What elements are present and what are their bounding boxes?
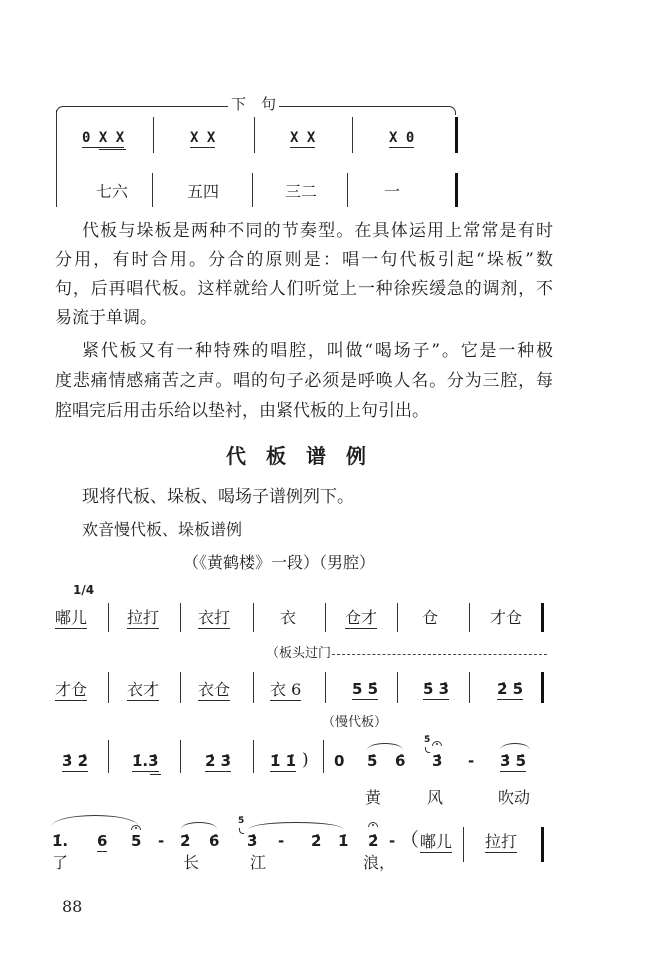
measure: 衣 6 [270, 680, 302, 699]
fermata-icon [368, 822, 378, 827]
measure: 3̇ 2̇ [62, 752, 89, 770]
note: 3̇ [432, 752, 443, 770]
rhythm-pattern-cell: 0 X X [82, 130, 125, 146]
measure: 拉打 [127, 608, 160, 627]
barline [469, 603, 470, 632]
final-barline [455, 117, 458, 153]
lyric: 了 [52, 853, 69, 872]
measure: 2̇ 5̇ [497, 680, 524, 698]
lyric: 浪， [363, 853, 396, 872]
measure: 才仓 [55, 680, 88, 699]
dash-extension: - [468, 752, 475, 770]
measure: 衣 [280, 608, 297, 627]
barline [325, 672, 326, 703]
rhythm-pattern-cell: X X [290, 130, 316, 146]
count-cell: 一 [384, 182, 401, 201]
measure: 仓才 [345, 608, 378, 627]
measure: 嘟儿 [420, 832, 453, 851]
measure: 衣打 [198, 608, 231, 627]
note: 6̇ [209, 832, 220, 850]
barline [541, 827, 544, 862]
close-paren: ) [302, 750, 309, 770]
count-cell: 七六 [96, 182, 129, 201]
note: 1̇ [338, 832, 349, 850]
note: 2̇ [180, 832, 191, 850]
grace-hook-icon [425, 747, 430, 753]
barline [323, 740, 324, 773]
note: 3̇ [247, 832, 258, 850]
text-line: 度悲痛情感痛苦之声。唱的句子必须是呼唤人名。分为三腔，每 [55, 371, 553, 391]
slur [249, 822, 343, 829]
barline [253, 603, 254, 632]
dash-extension: - [278, 832, 285, 850]
measure: 2̇ 3̇ [205, 752, 232, 770]
barline [180, 603, 181, 632]
barline [397, 603, 398, 632]
lyric: 风 [427, 788, 444, 807]
double-underline [150, 774, 161, 775]
note: 5 [131, 832, 142, 850]
measure: 5 5̇ [352, 680, 379, 698]
barline [180, 740, 181, 773]
barline [252, 173, 253, 207]
measure: 仓 [422, 608, 439, 627]
barline [153, 117, 154, 153]
table-left-border [56, 110, 57, 207]
page-number: 88 [62, 897, 83, 916]
measure: 5̇ 3̇ [423, 680, 450, 698]
barline [469, 672, 470, 703]
lyric: 长 [183, 853, 200, 872]
final-barline [455, 173, 458, 207]
text-line: 句，后再唱代板。这样就给人们听觉上一种徐疾缓急的调剂，不 [55, 279, 553, 299]
text-line: 代板与垛板是两种不同的节奏型。在具体运用上常常是有时 [82, 221, 553, 241]
open-paren: （ [400, 829, 420, 851]
note: 2̇ [368, 832, 379, 850]
measure: 拉打 [485, 832, 518, 851]
barline [541, 672, 544, 703]
barline [108, 672, 109, 703]
fermata-icon [131, 825, 141, 830]
note: 1̇. [52, 832, 69, 850]
lyric: 黄 [365, 788, 382, 807]
text-line: 易流于单调。 [55, 308, 157, 328]
barline [541, 603, 544, 632]
lyric: 吹动 [498, 788, 531, 807]
barline [325, 603, 326, 632]
rhythm-pattern-cell: X 0 [389, 130, 415, 146]
intro-extent-line [332, 654, 547, 655]
section-heading: 代 板 谱 例 [226, 444, 366, 468]
example-source: （《黄鹤楼》一段）（男腔） [183, 553, 376, 572]
barline [180, 672, 181, 703]
dash-extension: - [158, 832, 165, 850]
count-cell: 三二 [285, 182, 318, 201]
barline [254, 117, 255, 153]
fermata-icon [432, 741, 442, 746]
barline [463, 827, 464, 862]
barline [253, 740, 254, 773]
barline [253, 672, 254, 703]
double-underline [99, 149, 126, 150]
measure: 衣才 [127, 680, 160, 699]
note: 0 [334, 752, 345, 770]
dash-extension: - [389, 832, 396, 850]
barline [108, 603, 109, 632]
measure: 嘟儿 [55, 608, 88, 627]
grace-hook-icon [239, 828, 244, 834]
measure: 衣仓 [198, 680, 231, 699]
note: 5̇ [367, 752, 378, 770]
paragraph-1 [55, 217, 553, 333]
grace-note: 5̇ [424, 735, 431, 745]
measure: 1̇.3̇ [132, 752, 159, 770]
slur [500, 743, 530, 750]
note: 6̇ [395, 752, 406, 770]
note: 2̇ [311, 832, 322, 850]
grace-note: 5̇ [238, 816, 245, 826]
measure: 1̇ 1̇ [270, 752, 297, 770]
note: 6 [97, 832, 108, 850]
slur [367, 743, 403, 750]
note-group: 3̇ 5̇ [500, 752, 527, 770]
section-intro: 现将代板、垛板、喝场子谱例列下。 [82, 487, 354, 507]
text-line: 腔唱完后用击乐给以垫衬，由紧代板的上句引出。 [55, 401, 429, 421]
lyric: 江 [250, 853, 267, 872]
barline [108, 740, 109, 773]
paragraph-2 [55, 336, 553, 426]
measure: 才仓 [490, 608, 523, 627]
phrase-bracket-label: 下 句 [228, 97, 279, 112]
intro-label: （板头过门 [266, 646, 332, 661]
tempo-label: （慢代板） [322, 715, 388, 730]
text-line: 紧代板又有一种特殊的唱腔，叫做“喝场子”。它是一种极 [82, 341, 553, 361]
text-line: 分用，有时合用。分合的原则是：唱一句代板引起“垛板”数 [55, 250, 553, 270]
example-title: 欢音慢代板、垛板谱例 [82, 520, 243, 539]
barline [397, 672, 398, 703]
slur [181, 822, 217, 829]
barline [152, 173, 153, 207]
barline [347, 173, 348, 207]
rhythm-pattern-cell: X X [190, 130, 216, 146]
tie [52, 815, 138, 826]
barline [352, 117, 353, 153]
count-cell: 五四 [187, 182, 220, 201]
time-signature: 1/4 [73, 583, 95, 597]
